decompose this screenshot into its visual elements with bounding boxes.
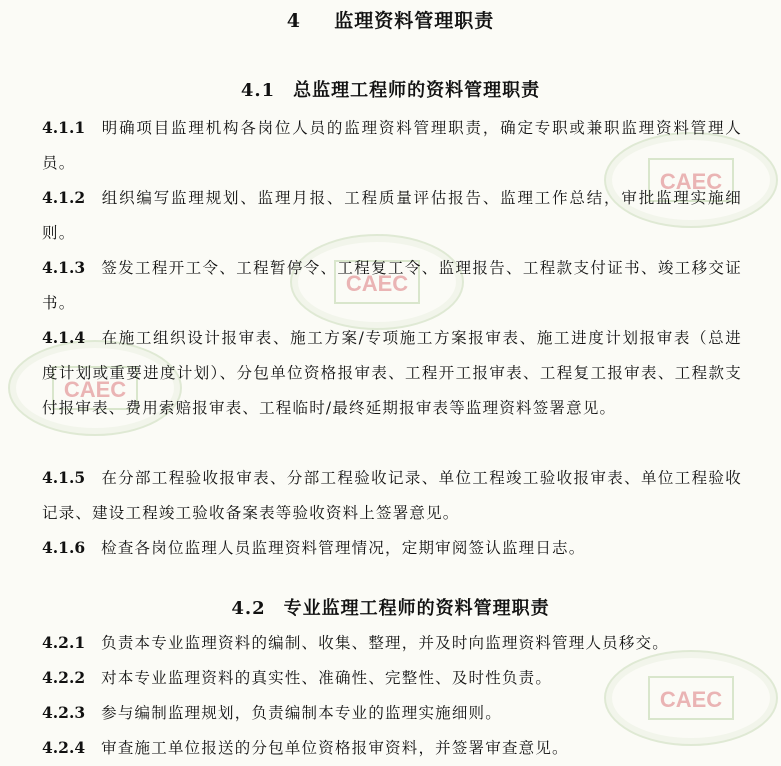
- clause-number: 4.2.1: [42, 633, 86, 652]
- clause-text: 审查施工单位报送的分包单位资格报审资料，并签署审查意见。: [101, 739, 569, 757]
- clause: [42, 460, 742, 531]
- clause-text: 明确项目监理机构各岗位人员的监理资料管理职责，确定专职或兼职监理资料管理人员。: [42, 119, 742, 172]
- clause: [42, 530, 742, 566]
- clause-number: 4.1.2: [42, 188, 86, 207]
- clause: [42, 110, 742, 181]
- clause-number: 4.2.3: [42, 703, 86, 722]
- clause-text: 负责本专业监理资料的编制、收集、整理，并及时向监理资料管理人员移交。: [101, 634, 669, 652]
- clause-number: 4.1.6: [42, 538, 86, 557]
- clause-text: 组织编写监理规划、监理月报、工程质量评估报告、监理工作总结，审批监理实施细则。: [42, 189, 742, 242]
- section-heading: [0, 594, 781, 620]
- clause: [42, 250, 742, 321]
- clause: [42, 625, 742, 661]
- watermark-text: CAEC: [345, 271, 409, 296]
- chapter-number: 4: [286, 10, 301, 32]
- clause-number: 4.1.4: [42, 328, 86, 347]
- clause-text: 在分部工程验收报审表、分部工程验收记录、单位工程竣工验收报审表、单位工程验收记录、建设工程竣工验收备案表等验收资料上签署意见。: [42, 469, 742, 522]
- clause-number: 4.2.2: [42, 668, 86, 687]
- clause: [42, 730, 742, 766]
- watermark-text: CAEC: [659, 687, 723, 712]
- watermark-text: CAEC: [659, 169, 723, 194]
- chapter-title: 监理资料管理职责: [334, 10, 495, 32]
- clause: [42, 695, 742, 731]
- clause-number: 4.1.1: [42, 118, 86, 137]
- clause-number: 4.2.4: [42, 738, 86, 757]
- clause-number: 4.1.5: [42, 468, 86, 487]
- section-title: 专业监理工程师的资料管理职责: [283, 598, 550, 619]
- clause-text: 对本专业监理资料的真实性、准确性、完整性、及时性负责。: [101, 669, 553, 687]
- clause-number: 4.1.3: [42, 258, 86, 277]
- section-number: 4.2: [231, 598, 266, 619]
- section-title: 总监理工程师的资料管理职责: [293, 80, 541, 101]
- clause-text: 在施工组织设计报审表、施工方案/专项施工方案报审表、施工进度计划报审表（总进度计划或重要进度计划）、分包单位资格报审表、工程开工报审表、工程复工报审表、工程款支付报审表、费用索赔报审表、工程临时/最终延期报审表等监理资料签署意见。: [42, 329, 742, 417]
- clause: [42, 320, 742, 426]
- chapter-heading: [0, 6, 781, 33]
- clause: [42, 180, 742, 251]
- clause-text: 签发工程开工令、工程暂停令、工程复工令、监理报告、工程款支付证书、竣工移交证书。: [42, 259, 742, 312]
- clause: [42, 660, 742, 696]
- clause-text: 检查各岗位监理人员监理资料管理情况，定期审阅签认监理日志。: [101, 539, 586, 557]
- clause-text: 参与编制监理规划，负责编制本专业的监理实施细则。: [101, 704, 502, 722]
- section-number: 4.1: [240, 80, 276, 101]
- watermark-text: CAEC: [63, 377, 127, 402]
- section-heading: [0, 76, 781, 102]
